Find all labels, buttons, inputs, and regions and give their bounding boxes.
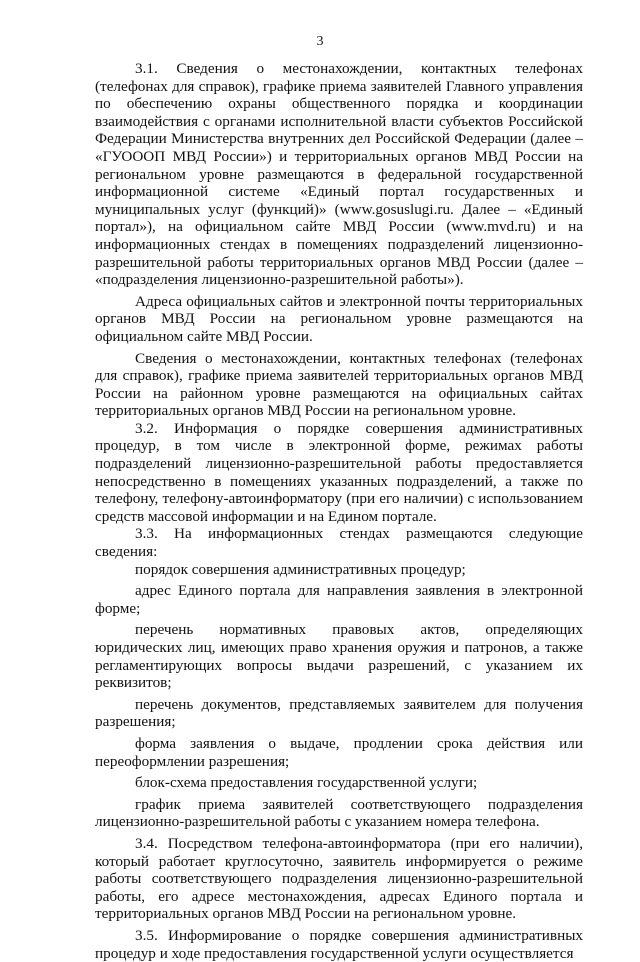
list-item-legal-acts: перечень нормативных правовых актов, определяющих юридических лиц, имеющих право хранения оружия и патронов, а также регламентирующих вопросы выдачи разрешений, с указанием их реквизитов; <box>95 621 583 692</box>
paragraph-3-1: 3.1. Сведения о местонахождении, контактных телефонах (телефонах для справок), графике приема заявителей Главного управления по обеспечению охраны общественного порядка и координации взаимодействия с органами исполнительной власти субъектов Российской Федерации Министерства внутренних дел Российской Федерации (далее – «ГУОООП МВД России») и территориальных органов МВД России на региональном уровне размещаются в федеральной государственной информационной системе «Единый портал государственных и муниципальных услуг (функций)» (www.gosuslugi.ru. Далее – «Единый портал»), на официальном сайте МВД России (www.mvd.ru) и на информационных стендах в помещениях подразделений лицензионно-разрешительной работы территориальных органов МВД России (далее – «подразделения лицензионно-разрешительной работы»). <box>95 60 583 289</box>
paragraph-official-sites: Адреса официальных сайтов и электронной почты территориальных органов МВД России на региональном уровне размещаются на официальном сайте МВД России. <box>95 292 583 345</box>
paragraph-3-4: 3.4. Посредством телефона-автоинформатора (при его наличии), который работает круглосуточно, заявитель информируется о режиме работы соответствующего подразделения лицензионно-разрешительной работы, его адресе местонахождения, адресах Единого портала и территориальных органов МВД России на региональном уровне. <box>95 834 583 923</box>
list-item-application-form: форма заявления о выдаче, продлении срока действия или переоформлении разрешения; <box>95 734 583 770</box>
paragraph-3-3: 3.3. На информационных стендах размещаются следующие сведения: <box>95 525 583 561</box>
list-item-schedule: график приема заявителей соответствующего подразделения лицензионно-разрешительной работы с указанием номера телефона. <box>95 795 583 831</box>
list-item-flowchart: блок-схема предоставления государственной услуги; <box>135 774 478 792</box>
list-item-portal-address: адрес Единого портала для направления заявления в электронной форме; <box>95 582 583 617</box>
paragraph-3-2: 3.2. Информация о порядке совершения административных процедур, в том числе в электронной форме, режимах работы подразделений лицензионно-разрешительной работы предоставляется непосредственно в помещениях указанных подразделений, а также по телефону, телефону-автоинформатору (при его наличии) с использованием средств массовой информации и на Едином портале. <box>95 419 583 525</box>
list-item-procedures: порядок совершения административных процедур; <box>135 560 466 578</box>
paragraph-3-5: 3.5. Информирование о порядке совершения административных процедур и ходе предоставления государственной услуги осуществляется <box>95 926 583 962</box>
page-number: 3 <box>316 34 324 49</box>
document-body <box>95 60 583 962</box>
list-item-documents: перечень документов, представляемых заявителем для получения разрешения; <box>95 695 583 731</box>
paragraph-district-info: Сведения о местонахождении, контактных телефонах (телефонах для справок), графике приема заявителей территориальных органов МВД России на районном уровне размещаются на официальных сайтах территориальных органов МВД России на региональном уровне. <box>95 349 583 420</box>
